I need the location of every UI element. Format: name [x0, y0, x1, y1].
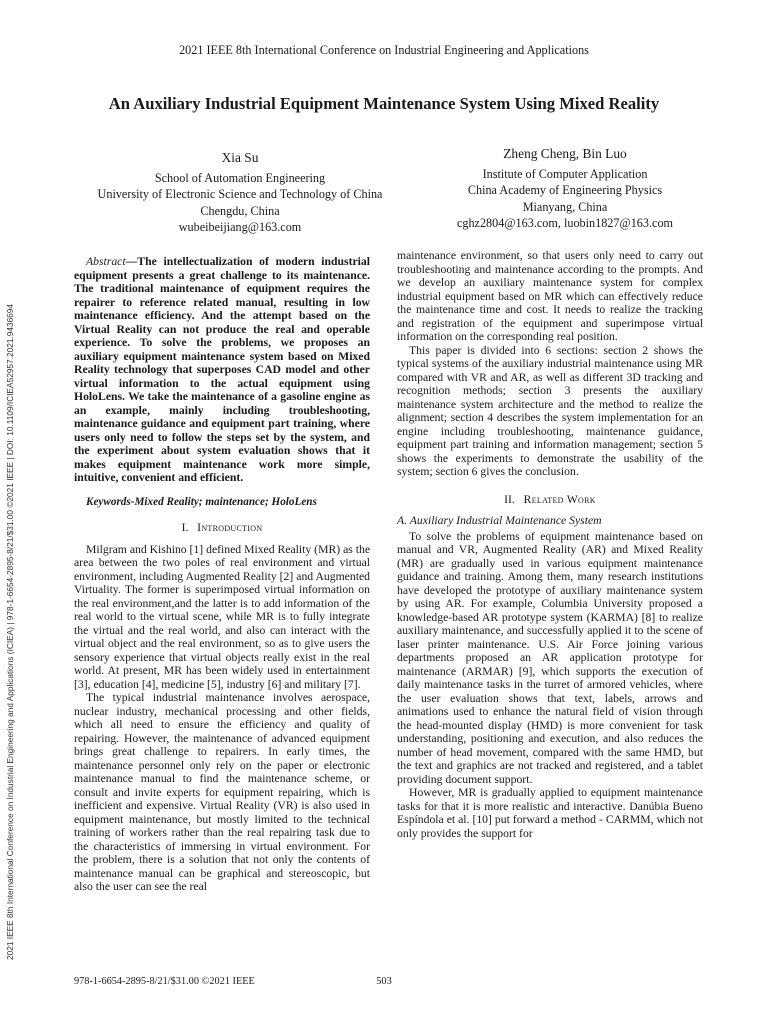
author-affiliation: School of Automation Engineering	[154, 170, 326, 185]
paragraph: However, MR is gradually applied to equipment maintenance tasks for that it is more realistic and interactive. Danúbia Bueno Espíndola et al. [10] put forward a method - CARMM, which not only provides the support for	[397, 786, 703, 840]
author-affiliation: University of Electronic Science and Technology of China	[97, 187, 383, 201]
section-title: Introduction	[197, 521, 263, 534]
paragraph: To solve the problems of equipment maintenance based on manual and VR, Augmented Reality (AR) and Mixed Reality (MR) are gradually used in various equipment maintenance guidance and training. Among them, many research institutions have developed the prototype of auxiliary maintenance system by using AR. For example, Columbia University proposed a knowledge-based AR prototype system (KARMA) [8] to realize auxiliary maintenance, and successfully applied it to the scene of laser printer maintenance. U.S. Air Force joining various departments proposed an AR application prototype for maintenance (ARMAR) [9], which supports the execution of daily maintenance tasks in the turret of armored vehicles, where the user evaluation shows that text, labels, arrows and animations used to enhance the natural field of vision through the head-mounted display (HMD) is more convenient for task understanding, positioning and execution, and also reduces the number of head movement, compared with the same HMD, but the text and graphics are not tracked and registered, and a tablet providing document support.	[397, 529, 703, 786]
abstract-text: —The intellectualization of modern industrial equipment presents a great challenge to its maintenance. The traditional maintenance of equipment requires the repairer to reference related manual, resulting in low maintenance efficiency. And the attempt based on the Virtual Reality can not produce the real and operable experience. To solve the problems, we proposes an auxiliary equipment maintenance system based on Mixed Reality technology that superposes CAD model and other virtual information to the actual equipment using HoloLens. We take the maintenance of a gasoline engine as an example, mainly including troubleshooting, maintenance guidance and equipment part training, where users only need to follow the steps set by the system, and the experiment about system evaluation shows that it makes equipment maintenance work more simple, intuitive, convenient and efficient.	[74, 255, 370, 484]
author-affiliation: China Academy of Engineering Physics	[467, 183, 663, 197]
section-heading-related-work	[397, 493, 703, 507]
paragraph: Milgram and Kishino [1] defined Mixed Reality (MR) as the area between the two poles of real environment and virtual environment, including Augmented Reality [2] and Augmented Virtuality. The former is superimposed virtual information on the real environment,and the latter is to add information of the real world to the virtual scene, while MR is to fully integrate the virtual and the real world, and also can interact with the virtual object and the real environment, so as to give users the sensory experience that virtual objects really exist in the real world. At present, MR has been widely used in entertainment [3], education [4], medicine [5], industry [6] and military [7].	[74, 542, 371, 691]
author-email: cghz2804@163.com, luobin1827@163.com	[456, 216, 674, 230]
footer-isbn: 978-1-6654-2895-8/21/$31.00 ©2021 IEEE	[74, 976, 255, 987]
author-name: Zheng Cheng, Bin Luo	[503, 146, 627, 161]
conference-header: 2021 IEEE 8th International Conference on Industrial Engineering and Applications	[179, 43, 589, 57]
subsection-heading: A. Auxiliary Industrial Maintenance System	[397, 514, 602, 527]
paragraph: This paper is divided into 6 sections: section 2 shows the typical systems of the auxiliary industrial maintenance using MR compared with VR and AR, as well as different 3D tracking and recognition methods; section 3 presents the auxiliary maintenance system architecture and the method to realize the alignment; section 4 describes the system implementation for an engine including troubleshooting, maintenance guidance, equipment part training and information management; section 5 shows the experiments to demonstrate the usability of the system; section 6 gives the conclusion.	[397, 343, 703, 478]
page-number: 503	[376, 976, 392, 987]
abstract-lead: Abstract	[86, 255, 126, 268]
author-location: Mianyang, China	[522, 199, 608, 214]
author-affiliation: Institute of Computer Application	[482, 166, 648, 181]
paragraph: The typical industrial maintenance involves aerospace, nuclear industry, mechanical processing and other fields, which all need to ensure the efficiency and quality of repairing. However, the maintenance of advanced equipment brings great challenge to repairers. In early times, the maintenance personnel only rely on the paper or electronic maintenance manual to find the maintenance scheme, or consult and invite experts for equipment repairing, which is inefficient and expensive. Virtual Reality (VR) is also used in equipment maintenance, but mostly limited to the technical training of workers rather than the real repairing task due to the characteristics of immersing in virtual environment. For the problem, there is a solution that not only the contents of maintenance manual can be graphical and stereoscopic, but also the user can see the real	[74, 691, 370, 893]
author-name: Xia Su	[221, 150, 259, 165]
right-column	[397, 249, 703, 840]
section-number: II.	[504, 492, 515, 506]
paragraph: maintenance environment, so that users only need to carry out troubleshooting and maintenance according to the prompts. And we develop an auxiliary maintenance system for complex industrial equipment based on MR which can effectively reduce the maintenance time and cost. It needs to realize the tracking and registration of the equipment and superimpose virtual information on the corresponding real position.	[397, 249, 703, 343]
abstract	[74, 255, 370, 485]
author-location: Chengdu, China	[200, 203, 280, 218]
section-heading-introduction	[74, 521, 370, 535]
paper-title: An Auxiliary Industrial Equipment Maintenance System Using Mixed Reality	[108, 94, 660, 113]
section-title: Related Work	[523, 492, 596, 506]
section-number: I.	[181, 521, 189, 534]
left-column	[74, 255, 370, 894]
author-email: wubeibeijiang@163.com	[178, 220, 302, 234]
author-block-2	[365, 146, 765, 232]
keywords: Keywords-Mixed Reality; maintenance; HoloLens	[86, 495, 317, 508]
doi-sidebar: 2021 IEEE 8th International Conference on Industrial Engineering and Applications (ICIEA) | 978-1-6654-2895-8/21/$31.00 ©2021 IEEE | DOI: 10.1109/ICIEA52957.2021.9436694	[5, 303, 15, 960]
